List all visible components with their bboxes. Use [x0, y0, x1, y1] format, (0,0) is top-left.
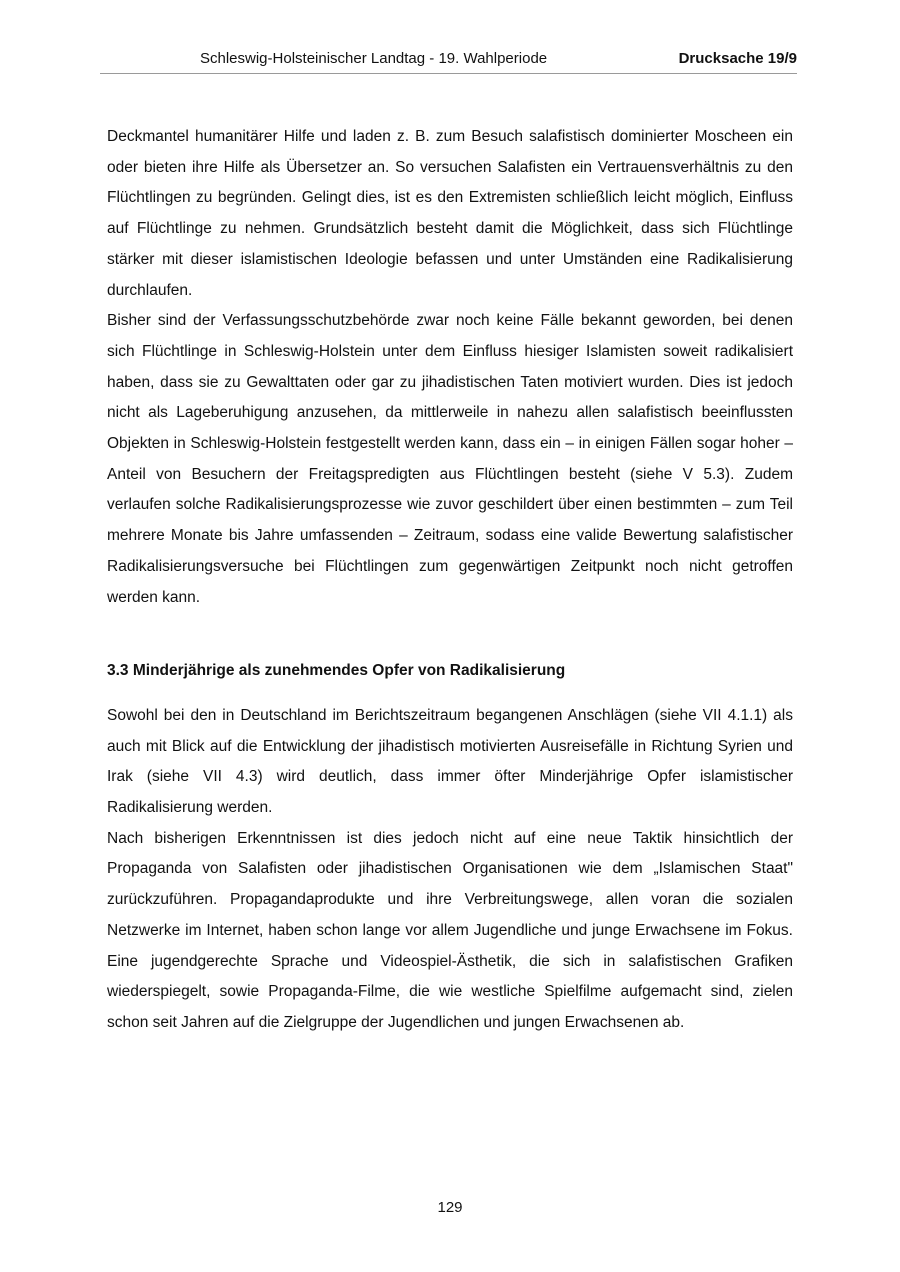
- page-content: [107, 122, 793, 1039]
- section-heading-3-3: 3.3 Minderjährige als zunehmendes Opfer von Radikalisierung: [107, 662, 566, 680]
- paragraph-refugees-radicalization-1: Deckmantel humanitärer Hilfe und laden z. B. zum Besuch salafistisch dominierter Moscheen ein oder bieten ihre Hilfe als Übersetzer an. So versuchen Salafisten ein Vertrauensverhältnis zu den Flüchtlingen zu begründen. Gelingt dies, ist es den Extremisten schließlich leicht möglich, Einfluss auf Flüchtlinge zu nehmen. Grundsätzlich besteht damit die Möglichkeit, dass sich Flüchtlinge stärker mit dieser islamistischen Ideologie befassen und unter Umständen eine Radikalisierung durchlaufen.: [107, 128, 793, 299]
- header-publication-title: Schleswig-Holsteinischer Landtag - 19. Wahlperiode: [200, 50, 548, 67]
- paragraph-minors-2: Nach bisherigen Erkenntnissen ist dies jedoch nicht auf eine neue Taktik hinsichtlich der Propaganda von Salafisten oder jihadistischen Organisationen wie dem „Islamischen Staat" zurückzuführen. Propagandaprodukte und ihre Verbreitungswege, allen voran die sozialen Netzwerke im Internet, haben schon lange vor allem Jugendliche und junge Erwachsene im Fokus. Eine jugendgerechte Sprache und Videospiel-Ästhetik, die sich in salafistischen Grafiken wiederspiegelt, sowie Propaganda-Filme, die wie westliche Spielfilme aufgemacht sind, zielen schon seit Jahren auf die Zielgruppe der Jugendlichen und jungen Erwachsenen ab.: [107, 829, 793, 1031]
- paragraph-minors-1: Sowohl bei den in Deutschland im Berichtszeitraum begangenen Anschlägen (siehe VII 4.1.1) als auch mit Blick auf die Entwicklung der jihadistisch motivierten Ausreisefälle in Richtung Syrien und Irak (siehe VII 4.3) wird deutlich, dass immer öfter Minderjährige Opfer islamistischer Radikalisierung werden.: [107, 706, 793, 817]
- header-divider: [100, 73, 797, 74]
- page-footer: [0, 1199, 900, 1216]
- page-header: [100, 50, 797, 67]
- header-document-number: Drucksache 19/9: [678, 50, 797, 67]
- paragraph-refugees-radicalization-2: Bisher sind der Verfassungsschutzbehörde zwar noch keine Fälle bekannt geworden, bei denen sich Flüchtlinge in Schleswig-Holstein unter dem Einfluss hiesiger Islamisten soweit radikalisiert haben, dass sie zu Gewalttaten oder gar zu jihadistischen Taten motiviert wurden. Dies ist jedoch nicht als Lageberuhigung anzusehen, da mittlerweile in nahezu allen salafistisch beeinflussten Objekten in Schleswig-Holstein festgestellt werden kann, dass ein – in einigen Fällen sogar hoher – Anteil von Besuchern der Freitagspredigten aus Flüchtlingen besteht (siehe V 5.3). Zudem verlaufen solche Radikalisierungsprozesse wie zuvor geschildert über einen bestimmten – zum Teil mehrere Monate bis Jahre umfassenden – Zeitraum, sodass eine valide Bewertung salafistischer Radikalisierungsversuche bei Flüchtlingen zum gegenwärtigen Zeitpunkt noch nicht getroffen werden kann.: [107, 312, 793, 606]
- page-number: 129: [437, 1199, 463, 1216]
